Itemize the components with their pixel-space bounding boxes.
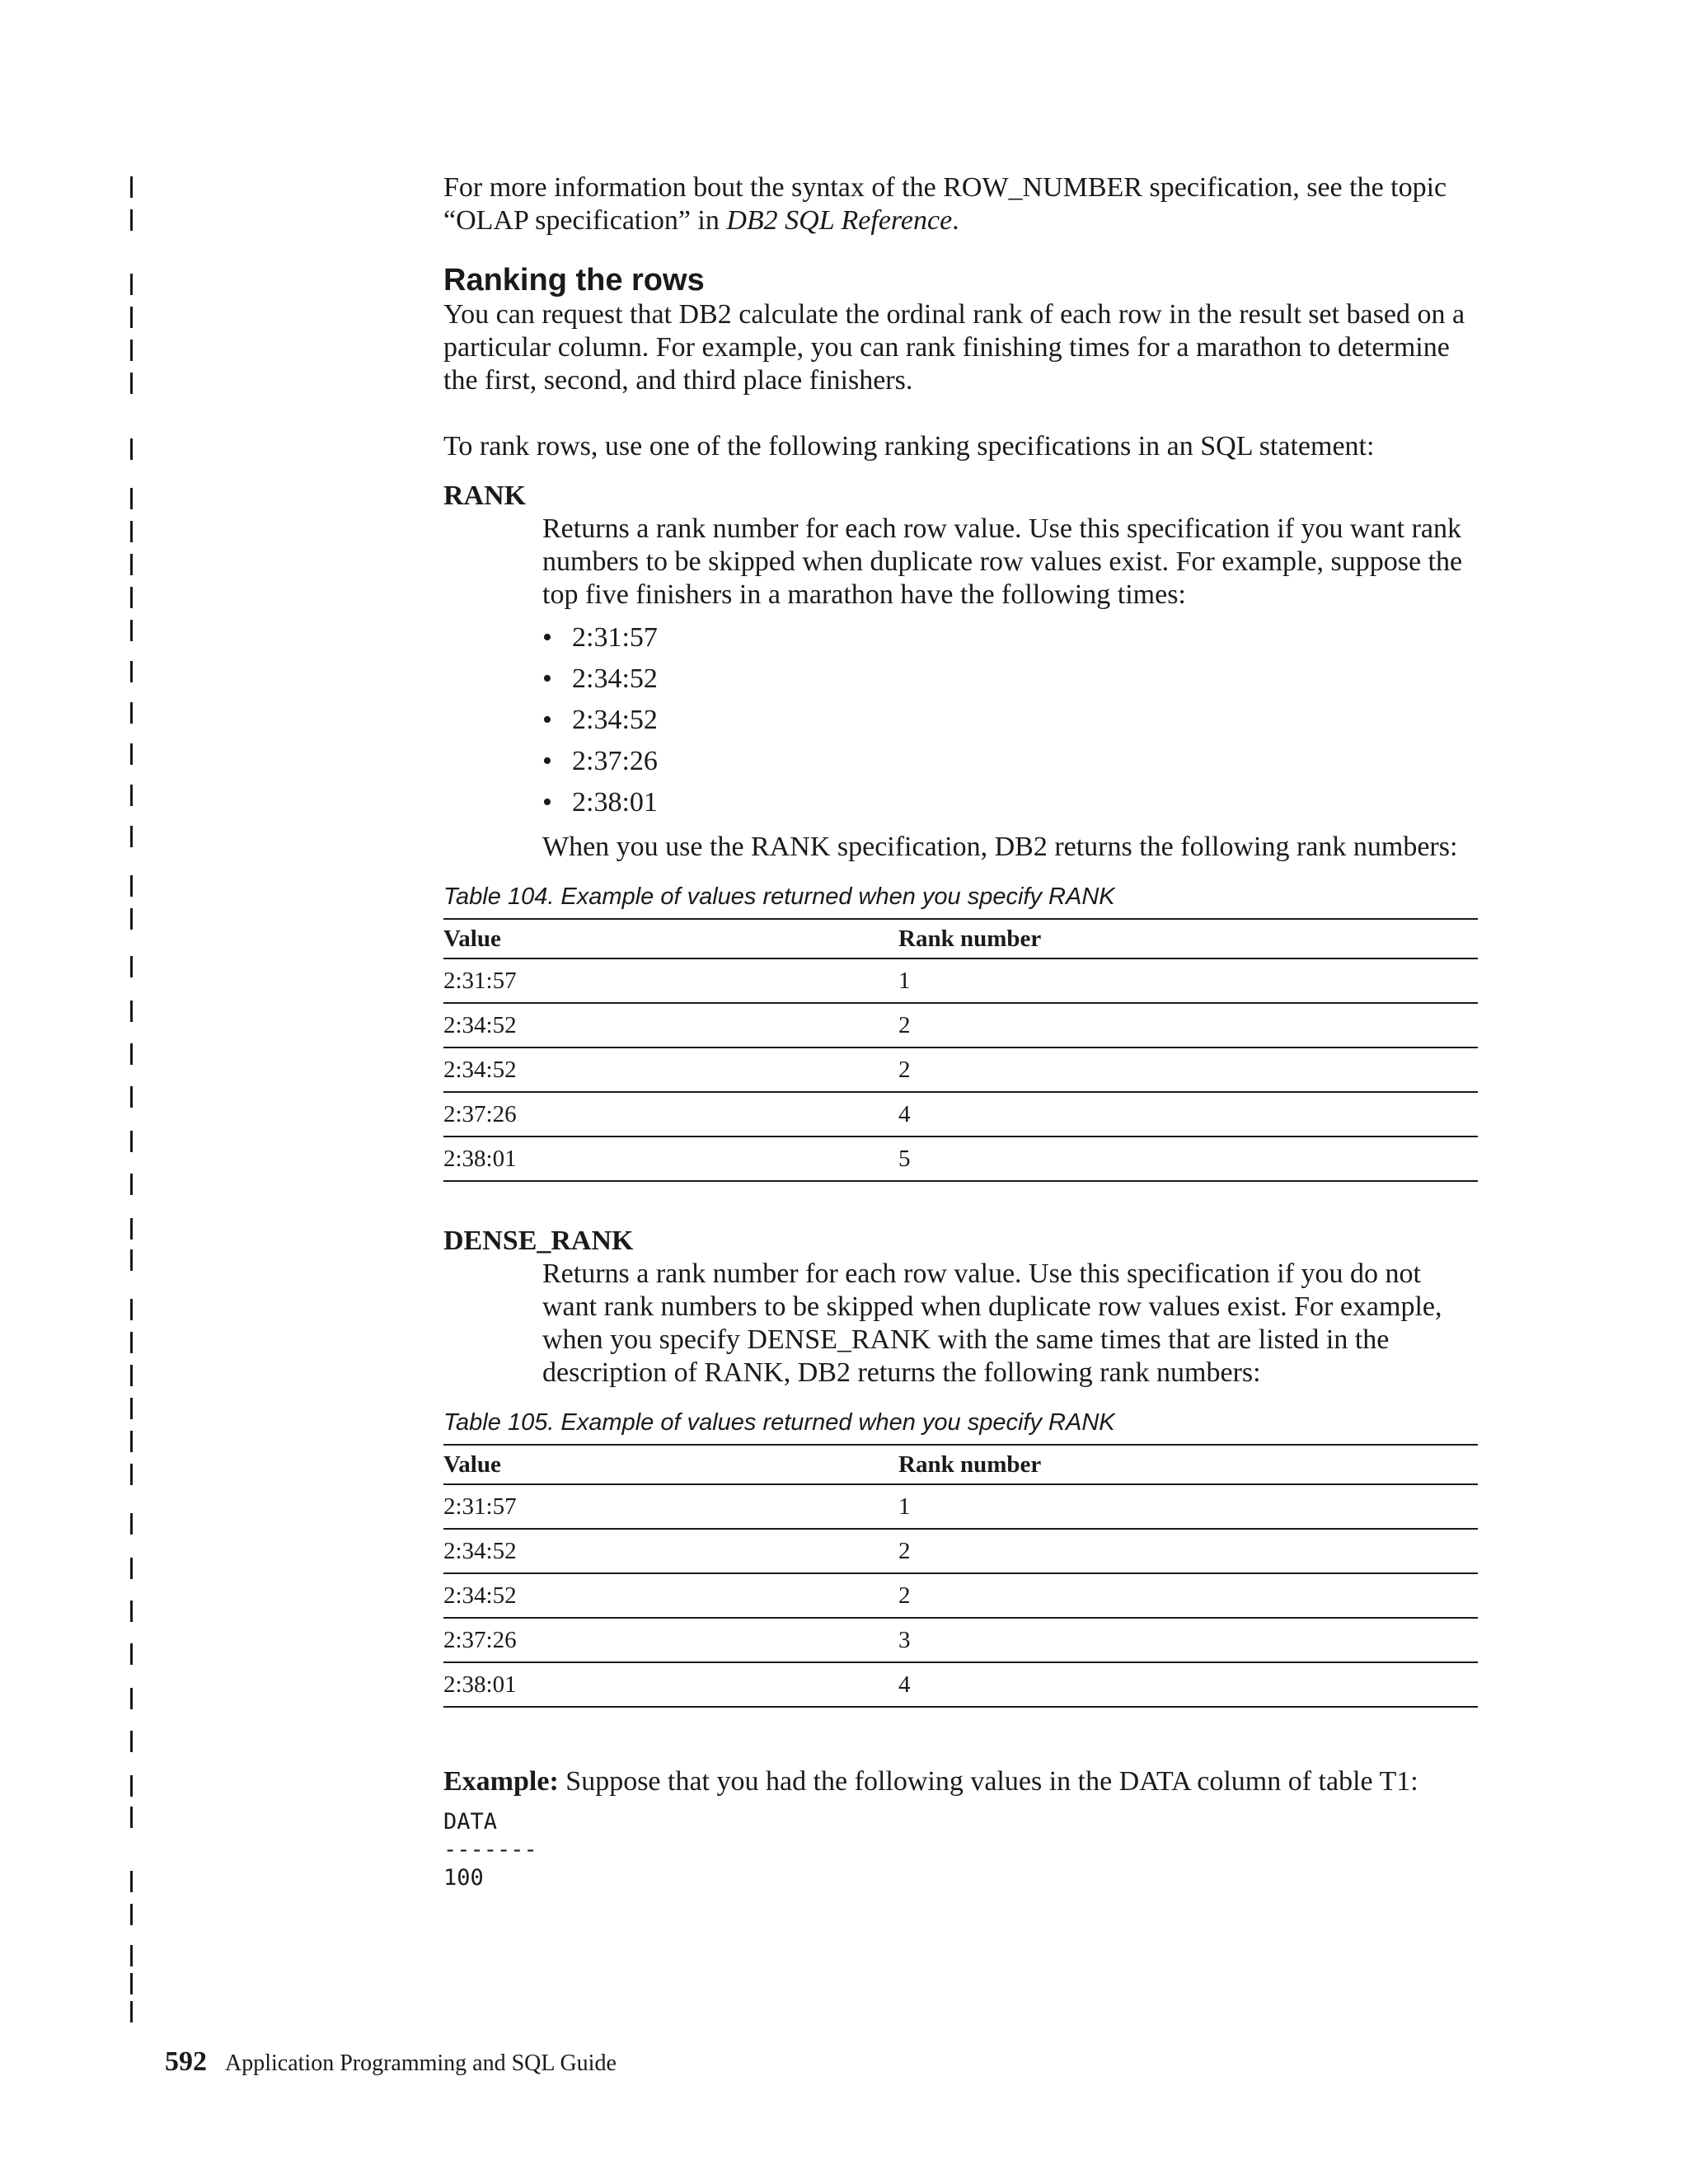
book-title: Application Programming and SQL Guide (225, 2050, 617, 2076)
change-bar (130, 661, 133, 682)
rank-cell: 1 (898, 967, 911, 994)
example-text: Suppose that you had the following values in the DATA column of table T1: (558, 1766, 1418, 1797)
table-row (443, 1573, 1478, 1618)
rank-definition (542, 513, 1482, 864)
table-104 (443, 918, 1478, 1182)
value-cell: 2:37:26 (443, 1626, 517, 1653)
change-bar (130, 1365, 133, 1386)
change-bar (130, 2001, 133, 2022)
change-bar (130, 1871, 133, 1892)
list-item (542, 786, 1482, 819)
list-item (542, 621, 1482, 654)
list-item (542, 745, 1482, 778)
value-cell: 2:37:26 (443, 1100, 517, 1127)
value-cell: 2:34:52 (443, 1011, 517, 1038)
dense-rank-definition (542, 1258, 1482, 1390)
change-bar (130, 1973, 133, 1994)
page-number: 592 (165, 2046, 207, 2077)
table-row (443, 1484, 1478, 1529)
ranking-intro-paragraph: To rank rows, use one of the following ranking specifications in an SQL statement: (443, 431, 1375, 462)
rank-cell: 1 (898, 1493, 911, 1520)
table-105 (443, 1444, 1478, 1708)
rank-cell: 4 (898, 1100, 911, 1127)
change-bars (130, 0, 138, 2184)
bullet: • (542, 787, 552, 818)
rank-cell: 2 (898, 1056, 911, 1083)
table-row (443, 1662, 1478, 1707)
bullet: • (542, 705, 552, 735)
section-heading: Ranking the rows (443, 263, 705, 298)
table-105-caption: Table 105. Example of values returned when you specify RANK (443, 1409, 1115, 1436)
time-value: 2:34:52 (572, 663, 658, 694)
change-bar (130, 875, 133, 897)
rank-cell: 3 (898, 1626, 911, 1653)
section-paragraph: You can request that DB2 calculate the ordinal rank of each row in the result set based on a particular column. For example, you can rank finishing times for a marathon to determine the first, second, and third place finishers. (443, 299, 1465, 396)
value-cell: 2:38:01 (443, 1671, 517, 1698)
column-header-rank: Rank number (898, 1451, 1042, 1478)
page-content (443, 171, 1482, 1892)
table-row (443, 1092, 1478, 1137)
intro-paragraph (443, 171, 1482, 237)
change-bar (130, 743, 133, 765)
change-bar (130, 274, 133, 295)
time-value: 2:34:52 (572, 705, 658, 735)
table-row (443, 1618, 1478, 1662)
change-bar (130, 1513, 133, 1535)
rank-description: Returns a rank number for each row value. Use this specification if you want rank numbers to be skipped when duplicate row values exist. For example, suppose the top five finishers in a marathon have the following times: (542, 513, 1463, 610)
intro-text: For more information bout the syntax of the ROW_NUMBER specification, see the topic “OLAP specification” in (443, 172, 1447, 236)
table-row (443, 1003, 1478, 1047)
rank-cell: 5 (898, 1145, 911, 1172)
table-104-caption: Table 104. Example of values returned when you specify RANK (443, 883, 1115, 910)
change-bar (130, 1249, 133, 1271)
change-bar (130, 1643, 133, 1665)
change-bar (130, 1807, 133, 1828)
time-value: 2:38:01 (572, 787, 658, 818)
change-bar (130, 1218, 133, 1240)
column-header-rank: Rank number (898, 925, 1042, 952)
bullet: • (542, 663, 552, 694)
change-bar (130, 1464, 133, 1485)
change-bar (130, 620, 133, 641)
change-bar (130, 488, 133, 509)
column-header-value: Value (443, 925, 501, 952)
change-bar (130, 554, 133, 575)
change-bar (130, 1086, 133, 1108)
change-bar (130, 340, 133, 361)
change-bar (130, 1775, 133, 1797)
rank-cell: 2 (898, 1011, 911, 1038)
value-cell: 2:34:52 (443, 1582, 517, 1609)
change-bar (130, 1043, 133, 1065)
bullet: • (542, 746, 552, 776)
value-cell: 2:34:52 (443, 1537, 517, 1564)
dense-rank-description: Returns a rank number for each row value. Use this specification if you do not want rank numbers to be skipped when duplicate row values exist. For example, when you specify DENSE_RANK with the same times that are listed in the description of RANK, DB2 returns the following rank numbers: (542, 1258, 1442, 1388)
page-footer (165, 2047, 617, 2079)
change-bar (130, 956, 133, 977)
time-value: 2:37:26 (572, 746, 658, 776)
value-cell: 2:31:57 (443, 1493, 517, 1520)
rank-after-text: When you use the RANK specification, DB2 returns the following rank numbers: (542, 832, 1458, 862)
rank-cell: 2 (898, 1537, 911, 1564)
change-bar (130, 1945, 133, 1966)
book-reference: DB2 SQL Reference (726, 205, 953, 236)
code-block: DATA ------- 100 (443, 1809, 537, 1891)
rank-cell: 2 (898, 1582, 911, 1609)
change-bar (130, 1731, 133, 1752)
bullet: • (542, 622, 552, 653)
times-list (542, 621, 1482, 819)
example-label: Example: (443, 1766, 559, 1797)
table-header-row (443, 919, 1478, 958)
list-item (542, 704, 1482, 737)
change-bar (130, 373, 133, 394)
change-bar (130, 1001, 133, 1022)
change-bar (130, 1299, 133, 1320)
change-bar (130, 1398, 133, 1419)
dense-rank-term: DENSE_RANK (443, 1226, 634, 1256)
rank-cell: 4 (898, 1671, 911, 1698)
change-bar (130, 1131, 133, 1152)
change-bar (130, 1431, 133, 1452)
change-bar (130, 785, 133, 806)
change-bar (130, 521, 133, 542)
table-header-row (443, 1445, 1478, 1484)
example-paragraph (443, 1765, 1482, 1798)
table-row (443, 1047, 1478, 1092)
change-bar (130, 1904, 133, 1925)
rank-term: RANK (443, 480, 527, 511)
change-bar (130, 176, 133, 198)
change-bar (130, 1558, 133, 1579)
change-bar (130, 702, 133, 724)
change-bar (130, 908, 133, 930)
column-header-value: Value (443, 1451, 501, 1478)
table-row (443, 1529, 1478, 1573)
intro-end: . (952, 205, 959, 236)
change-bar (130, 438, 133, 460)
table-row (443, 1137, 1478, 1181)
change-bar (130, 587, 133, 608)
change-bar (130, 307, 133, 328)
change-bar (130, 1332, 133, 1353)
value-cell: 2:31:57 (443, 967, 517, 994)
change-bar (130, 826, 133, 847)
table-row (443, 958, 1478, 1003)
time-value: 2:31:57 (572, 622, 658, 653)
change-bar (130, 1601, 133, 1622)
list-item (542, 663, 1482, 696)
value-cell: 2:38:01 (443, 1145, 517, 1172)
change-bar (130, 1688, 133, 1709)
change-bar (130, 209, 133, 231)
value-cell: 2:34:52 (443, 1056, 517, 1083)
change-bar (130, 1174, 133, 1195)
